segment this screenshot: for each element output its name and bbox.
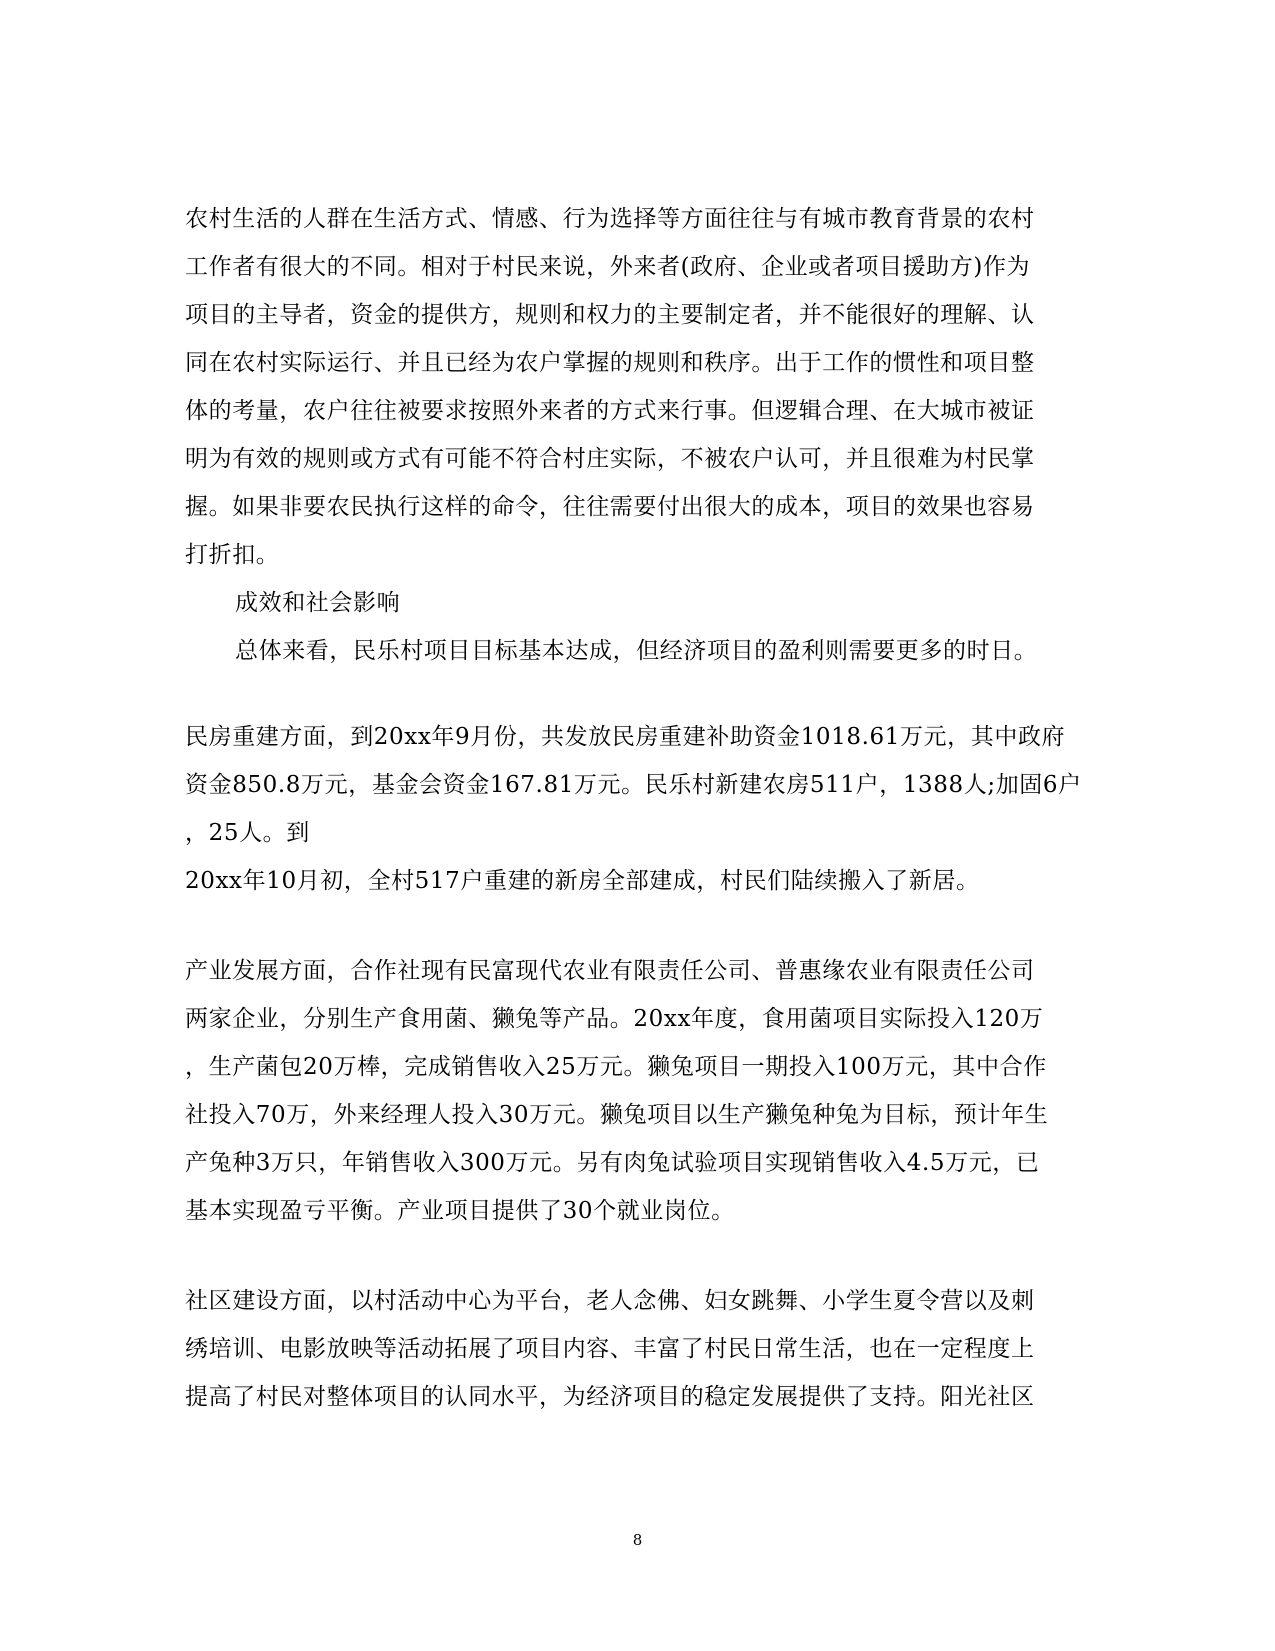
paragraph-1-line-5: 体的考量，农户往往被要求按照外来者的方式来行事。但逻辑合理、在大城市被证 <box>185 398 1035 424</box>
industry-paragraph-line-5: 产兔种3万只，年销售收入300万元。另有肉兔试验项目实现销售收入4.5万元，已 <box>185 1150 1040 1176</box>
housing-paragraph-line-1: 民房重建方面，到20xx年9月份，共发放民房重建补助资金1018.61万元，其中政府 <box>185 724 1066 750</box>
paragraph-1-line-2: 工作者有很大的不同。相对于村民来说，外来者(政府、企业或者项目援助方)作为 <box>185 254 1031 280</box>
industry-paragraph-line-3: ，生产菌包20万棒，完成销售收入25万元。獭兔项目一期投入100万元，其中合作 <box>185 1054 1047 1080</box>
paragraph-1-line-1: 农村生活的人群在生活方式、情感、行为选择等方面往往与有城市教育背景的农村 <box>185 206 1035 232</box>
paragraph-1-line-3: 项目的主导者，资金的提供方，规则和权力的主要制定者，并不能很好的理解、认 <box>185 302 1035 328</box>
housing-paragraph-line-2: 资金850.8万元，基金会资金167.81万元。民乐村新建农房511户，1388人;加固6户 <box>185 772 1082 798</box>
industry-paragraph-line-2: 两家企业，分别生产食用菌、獭兔等产品。20xx年度，食用菌项目实际投入120万 <box>185 1006 1044 1032</box>
housing-paragraph-line-4: 20xx年10月初，全村517户重建的新房全部建成，村民们陆续搬入了新居。 <box>185 868 980 894</box>
community-paragraph-line-3: 提高了村民对整体项目的认同水平，为经济项目的稳定发展提供了支持。阳光社区 <box>185 1384 1035 1410</box>
industry-paragraph-line-6: 基本实现盈亏平衡。产业项目提供了30个就业岗位。 <box>185 1198 735 1224</box>
paragraph-1-line-4: 同在农村实际运行、并且已经为农户掌握的规则和秩序。出于工作的惯性和项目整 <box>185 350 1035 376</box>
section-heading: 成效和社会影响 <box>235 590 401 616</box>
paragraph-1-line-6: 明为有效的规则或方式有可能不符合村庄实际，不被农户认可，并且很难为村民掌 <box>185 446 1035 472</box>
industry-paragraph-line-1: 产业发展方面，合作社现有民富现代农业有限责任公司、普惠缘农业有限责任公司 <box>185 958 1035 984</box>
paragraph-1-line-7: 握。如果非要农民执行这样的命令，往往需要付出很大的成本，项目的效果也容易 <box>185 494 1035 520</box>
industry-paragraph-line-4: 社投入70万，外来经理人投入30万元。獭兔项目以生产獭兔种兔为目标，预计年生 <box>185 1102 1049 1128</box>
community-paragraph-line-2: 绣培训、电影放映等活动拓展了项目内容、丰富了村民日常生活，也在一定程度上 <box>185 1336 1035 1362</box>
paragraph-1-line-8: 打折扣。 <box>185 542 280 568</box>
housing-paragraph-line-3: ，25人。到 <box>185 820 310 846</box>
section-intro: 总体来看，民乐村项目目标基本达成，但经济项目的盈利则需要更多的时日。 <box>235 638 1038 664</box>
community-paragraph-line-1: 社区建设方面，以村活动中心为平台，老人念佛、妇女跳舞、小学生夏令营以及刺 <box>185 1288 1035 1314</box>
page-number: 8 <box>632 1531 643 1549</box>
